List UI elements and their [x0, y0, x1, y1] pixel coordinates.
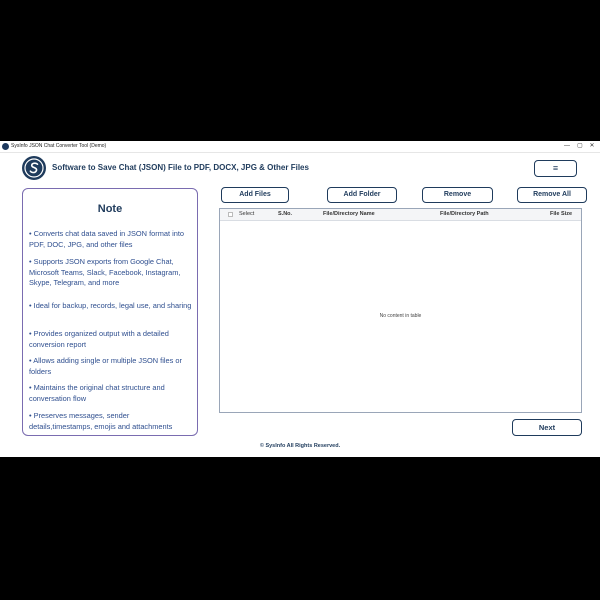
add-files-button[interactable]: Add Files: [221, 187, 289, 203]
column-header-name: File/Directory Name: [323, 211, 375, 217]
note-item: • Preserves messages, sender details,timestamps, emojis and attachments: [29, 411, 173, 431]
title-bar: [0, 141, 600, 153]
empty-table-message: No content in table: [379, 313, 422, 319]
table-header: [220, 209, 581, 221]
menu-button[interactable]: [534, 160, 577, 177]
hamburger-icon: ≡: [552, 163, 559, 173]
note-item: • Maintains the original chat structure and conversation flow: [29, 383, 165, 403]
column-header-size: File Size: [550, 211, 573, 217]
file-table: [219, 208, 582, 413]
note-item: • Supports JSON exports from Google Chat, Microsoft Teams, Slack, Facebook, Instagram, Skype, Telegram, and more: [29, 257, 181, 287]
add-folder-button[interactable]: Add Folder: [327, 187, 397, 203]
maximize-icon[interactable]: ▢: [577, 143, 583, 149]
sysinfo-logo-icon: [22, 156, 46, 180]
note-item: • Ideal for backup, records, legal use, and sharing: [29, 301, 192, 310]
page-title: Software to Save Chat (JSON) File to PDF, DOCX, JPG & Other Files: [52, 163, 309, 172]
note-item: • Allows adding single or multiple JSON files or folders: [29, 356, 182, 376]
note-title: Note: [97, 203, 123, 215]
remove-all-button[interactable]: Remove All: [517, 187, 587, 203]
next-button[interactable]: Next: [512, 419, 582, 436]
column-header-select: Select: [239, 211, 255, 217]
minimize-icon[interactable]: —: [564, 143, 570, 149]
app-window: [0, 141, 600, 457]
note-item: • Converts chat data saved in JSON format into PDF, DOC, JPG, and other files: [29, 229, 184, 249]
column-header-sno: S.No.: [278, 211, 293, 217]
close-icon[interactable]: ✕: [589, 143, 595, 149]
footer-copyright: © SysInfo All Rights Reserved.: [259, 443, 341, 449]
remove-button[interactable]: Remove: [422, 187, 493, 203]
note-item: • Provides organized output with a detailed conversion report: [29, 329, 169, 349]
window-title: SysInfo JSON Chat Converter Tool (Demo): [11, 143, 107, 149]
column-header-path: File/Directory Path: [440, 211, 489, 217]
app-icon: [2, 143, 9, 150]
select-all-checkbox[interactable]: [228, 212, 233, 217]
note-panel: [22, 188, 198, 436]
